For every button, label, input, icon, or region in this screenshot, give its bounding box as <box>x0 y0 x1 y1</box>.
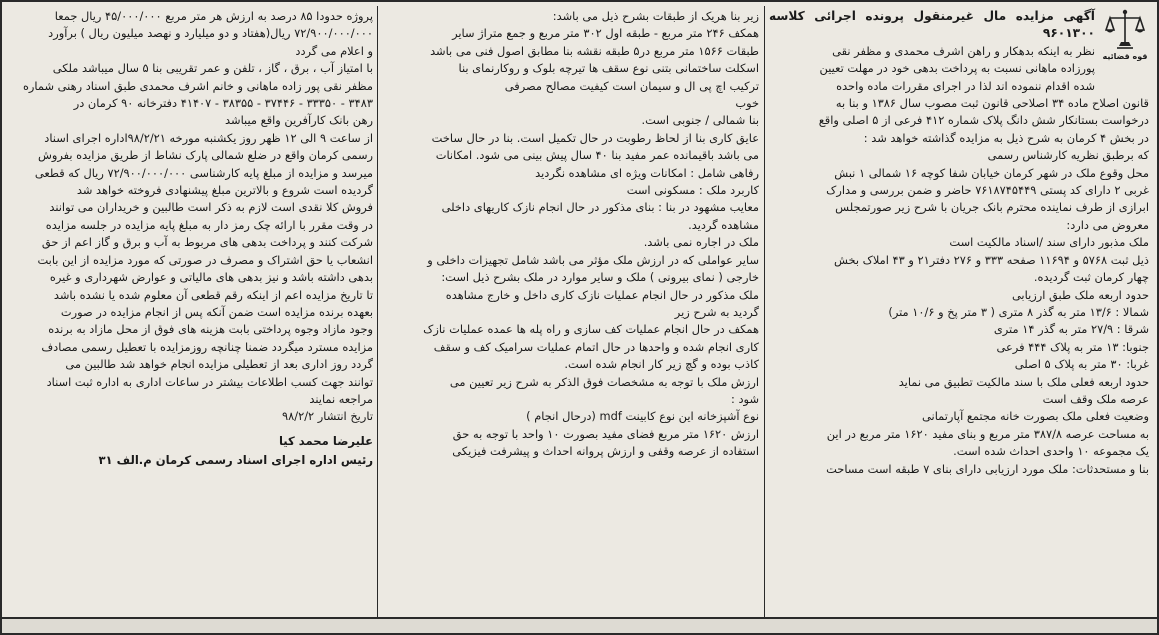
text-line: شرکت کنند و پرداخت بدهی های مربوط به آب و برق و گاز اعم از حق <box>41 235 373 250</box>
text-line: جنوبا: ۱۳ متر به پلاک ۴۴۴ فرعی <box>996 339 1149 354</box>
text-line: شرقا : ۲۷/۹ متر به گذر ۱۴ متری <box>993 322 1149 337</box>
text-line: استفاده از عرصه وقفی و ارزش پروانه احداث و پیشرفت فیزیکی <box>452 444 759 459</box>
next-notice-strip <box>2 617 1157 633</box>
text-line: یک مجموعه ۱۰ واحدی احداث شده است. <box>953 444 1149 459</box>
text-line: ذیل ثبت ۵۷۶۸ و ۱۱۶۹۴ صفحه ۳۳۳ و ۲۷۶ دفتر۲۱ و ۴۳ املاک بخش <box>833 252 1149 267</box>
text-line: زیر بنا هریک از طبقات بشرح ذیل می باشد: <box>552 9 759 23</box>
text-line: معروض می دارد: <box>1066 217 1149 232</box>
header-text <box>769 8 1095 95</box>
text-line: میرسد و مزایده از مبلغ پایه کارشناسی ۷۲/۹۰۰/۰۰۰/۰۰۰ ریال که قطعی <box>34 165 373 180</box>
text-line: پورزاده ماهانی نسبت به پرداخت بدهی خود در مهلت تعیین <box>819 61 1095 76</box>
text-line: نوع آشپزخانه این نوع کابینت mdf (درحال انجام ) <box>526 409 759 424</box>
text-line: عایق کاری بنا از لحاظ رطوبت در حال تکمیل است. بنا در حال ساخت <box>431 130 759 145</box>
judiciary-emblem <box>1101 8 1149 66</box>
text-line: طبقات ۱۵۶۶ متر مربع در۵ طبقه نقشه بنا مطابق اصول فنی می باشد <box>430 43 759 58</box>
text-line: ملک مذبور دارای سند /اسناد مالکیت است <box>949 235 1149 250</box>
text-line: خوب <box>735 96 759 111</box>
text-line: محل وقوع ملک در شهر کرمان خیابان شفا کوچه ۱۶ شمالی ۱ نبش <box>834 165 1149 180</box>
text-line: با امتیاز آب ، برق ، گاز ، تلفن و عمر تقریبی بنا ۵ سال میباشد ملکی <box>52 61 373 76</box>
text-line: ۳۴۸۳ - ۳۳۳۵۰ - ۳۷۴۴۶ - ۳۸۳۵۵ - ۴۱۴۰۷ دفترخانه ۹۰ کرمان در <box>73 96 373 111</box>
text-line: در بخش ۴ کرمان به شرح ذیل به مزایده گذاشته خواهد شد : <box>863 130 1149 145</box>
text-line: مراجعه نمایند <box>309 391 373 406</box>
text-line: رسمی کرمان واقع در ضلع شمالی پارک نشاط از طریق مزایده بفروش <box>37 148 373 163</box>
left-column <box>5 8 373 615</box>
text-line: فروش کلا نقدی است لازم به ذکر است طالبین و خریداران می توانند <box>49 200 373 215</box>
text-line: ملک در اجاره نمی باشد. <box>643 235 759 250</box>
text-line: قانون اصلاح ماده ۳۴ اصلاحی قانون ثبت مصوب سال ۱۳۸۶ و بنا به <box>835 96 1149 111</box>
scales-of-justice-icon <box>1105 8 1145 52</box>
text-line: بدهی داشته باشد و نیز بدهی های مالیاتی و عوارض شهرداری و غیره <box>49 270 373 285</box>
text-line: کاربرد ملک : مسکونی است <box>626 183 759 198</box>
text-line: درخواست بستانکار شش دانگ پلاک شماره ۴۱۲ فرعی از ۵ اصلی واقع <box>818 113 1149 128</box>
text-line: غربا: ۳۰ متر به پلاک ۵ اصلی <box>1014 357 1149 372</box>
text-line: عرصه ملک وقف است <box>1042 391 1149 406</box>
text-line: گردید به شرح زیر <box>674 304 759 319</box>
emblem-caption: قوه قضائیه <box>1102 52 1148 61</box>
text-line: مشاهده گردید. <box>688 217 759 232</box>
text-line: مظفر نقی پور زاده ماهانی و خانم اشرف محمدی طبق اسناد رهنی شماره <box>22 78 373 93</box>
text-line: شود : <box>731 391 759 406</box>
text-line: پروژه حدودا ۸۵ درصد به ارزش هر متر مربع ۴۵/۰۰۰/۰۰۰ ریال جمعا <box>54 9 373 23</box>
text-line: تاریخ انتشار ۹۸/۲/۲ <box>282 409 373 424</box>
text-line: رفاهی شامل : امکانات ویژه ای مشاهده نگردید <box>535 165 759 180</box>
signature-title: رئیس اداره اجرای اسناد رسمی کرمان م.الف ۳۱ <box>98 452 373 467</box>
text-line: و اعلام می گردد <box>295 43 373 58</box>
text-line: که برطبق نظریه کارشناس رسمی <box>987 148 1149 163</box>
text-line: ترکیب اچ پی ال و سیمان است کیفیت مصالح مصرفی <box>504 78 759 93</box>
text-line: گردد روز اداری بعد از تعطیلی مزایده انجام خواهد شد طالبین می <box>65 357 373 372</box>
text-line: شمالا : ۱۳/۶ متر به گذر ۸ متری ( ۳ متر پخ و ۱۰/۶ متر) <box>888 304 1149 319</box>
text-line: از ساعت ۹ الی ۱۲ ظهر روز یکشنبه مورخه ۹۸/۲/۲۱اداره اجرای اسناد <box>44 130 373 145</box>
signature-name: علیرضا محمد کیا <box>278 433 373 448</box>
text-line: نظر به اینکه بدهکار و راهن اشرف محمدی و مظفر نقی <box>832 43 1095 58</box>
text-line: همکف ۲۴۶ متر مربع - طبقه اول ۳۰۲ متر مربع و جمع متراژ سایر <box>452 26 759 41</box>
text-line: خارجی ( نمای بیرونی ) ملک و سایر موارد در ملک بشرح ذیل است: <box>441 270 759 285</box>
signature-block <box>5 432 373 470</box>
text-line: کاذب بوده و گچ زیر کار انجام شده است. <box>564 357 759 372</box>
middle-column <box>383 8 759 615</box>
right-column <box>769 8 1149 615</box>
text-line: ۷۲/۹۰۰/۰۰۰/۰۰۰ ریال(هفتاد و دو میلیارد و نهصد میلیون ریال ) برآورد <box>48 26 373 41</box>
text-line: می باشد باقیمانده عمر مفید بنا ۴۰ سال پیش بینی می شود. امکانات <box>435 148 759 163</box>
text-line: بنا و مستحدثات: ملک مورد ارزیابی دارای بنای ۷ طبقه است مساحت <box>826 461 1149 476</box>
text-line: شده اقدام ننموده اند لذا در اجرای مقررات ماده واحده <box>836 78 1095 93</box>
text-line: انشعاب یا حق اشتراک و مصرف در صورتی که مورد مزایده از این بابت <box>37 252 373 267</box>
text-line: در وقت مقرر با ارائه چک رمز دار به مبلغ پایه مزایده در جلسه مزایده <box>45 217 373 232</box>
text-line: حدود اربعه فعلی ملک با سند مالکیت تطبیق می نماید <box>898 374 1149 389</box>
text-line: ملک مذکور در حال انجام عملیات نازک کاری داخل و خارج مشاهده <box>445 287 759 302</box>
text-line: ارزش ۱۶۲۰ متر مربع فضای مفید بصورت ۱۰ واحد با توجه به حق <box>452 426 759 441</box>
text-line: ارزش ملک با توجه به مشخصات فوق الذکر به شرح زیر تعیین می <box>449 374 759 389</box>
text-line: مزایده مسترد میگردد ضمنا چنانچه روزمزایده با تعطیل رسمی مصادف <box>41 339 373 354</box>
notice-title: آگهی مزایده مال غیرمنقول پرونده اجرائی کلاسه ۹۶۰۱۳۰۰ <box>769 9 1095 41</box>
text-line: وجود مازاد وجوه پرداختی بابت هزینه های فوق از محل مازاد به برنده <box>48 322 373 337</box>
text-line: حدود اربعه ملک طبق ارزیابی <box>1011 287 1149 302</box>
text-line: به مساحت عرصه ۳۸۷/۸ متر مربع و بنای مفید ۱۶۲۰ متر مربع در این <box>826 426 1149 441</box>
right-column-body <box>769 95 1149 478</box>
text-line: کاری انجام شده و واحدها در حال اتمام عملیات سرامیک کف و سقف <box>433 339 759 354</box>
text-line: ابرازی از طرف نماینده محترم بانک جریان با شرح زیر صورتمجلس <box>835 200 1149 215</box>
text-line: اسکلت ساختمانی بتنی نوع سقف ها تیرچه بلوک و روکارنمای بنا <box>458 61 759 76</box>
text-line: رهن بانک کارآفرین واقع میباشد <box>225 113 373 128</box>
text-line: تا تاریخ مزایده اعم از اینکه رقم قطعی آن معلوم شده یا نشده باشد <box>53 287 373 302</box>
text-line: بنا شمالی / جنوبی است. <box>641 113 759 128</box>
text-line: سایر عواملی که در ارزش ملک مؤثر می باشد شامل تجهیزات داخلی و <box>427 252 759 267</box>
text-line: چهار کرمان ثبت گردیده. <box>1033 270 1149 285</box>
text-line: توانند جهت کسب اطلاعات بیشتر در ساعات اداری به اداره ثبت اسناد <box>46 374 373 389</box>
column-divider <box>377 6 378 617</box>
notice-header <box>769 8 1149 95</box>
text-line: همکف در حال انجام عملیات کف سازی و راه پله ها عمده عملیات نازک <box>423 322 759 337</box>
text-line: بعهده برنده مزایده است ضمن آنکه پس از انجام مزایده در صورت <box>60 304 373 319</box>
text-line: معایب مشهود در بنا : بنای مذکور در حال انجام نازک کاریهای داخلی <box>441 200 759 215</box>
column-divider <box>764 6 765 617</box>
text-line: غربی ۲ دارای کد پستی ۷۶۱۸۷۴۵۴۴۹ حاضر و ضمن بررسی و مدارک <box>826 183 1149 198</box>
text-line: گردیده است شروع و بالاترین مبلغ پیشنهادی فروخته خواهد شد <box>76 183 373 198</box>
text-line: وضعیت فعلی ملک بصورت خانه مجتمع آپارتمانی <box>922 409 1149 424</box>
